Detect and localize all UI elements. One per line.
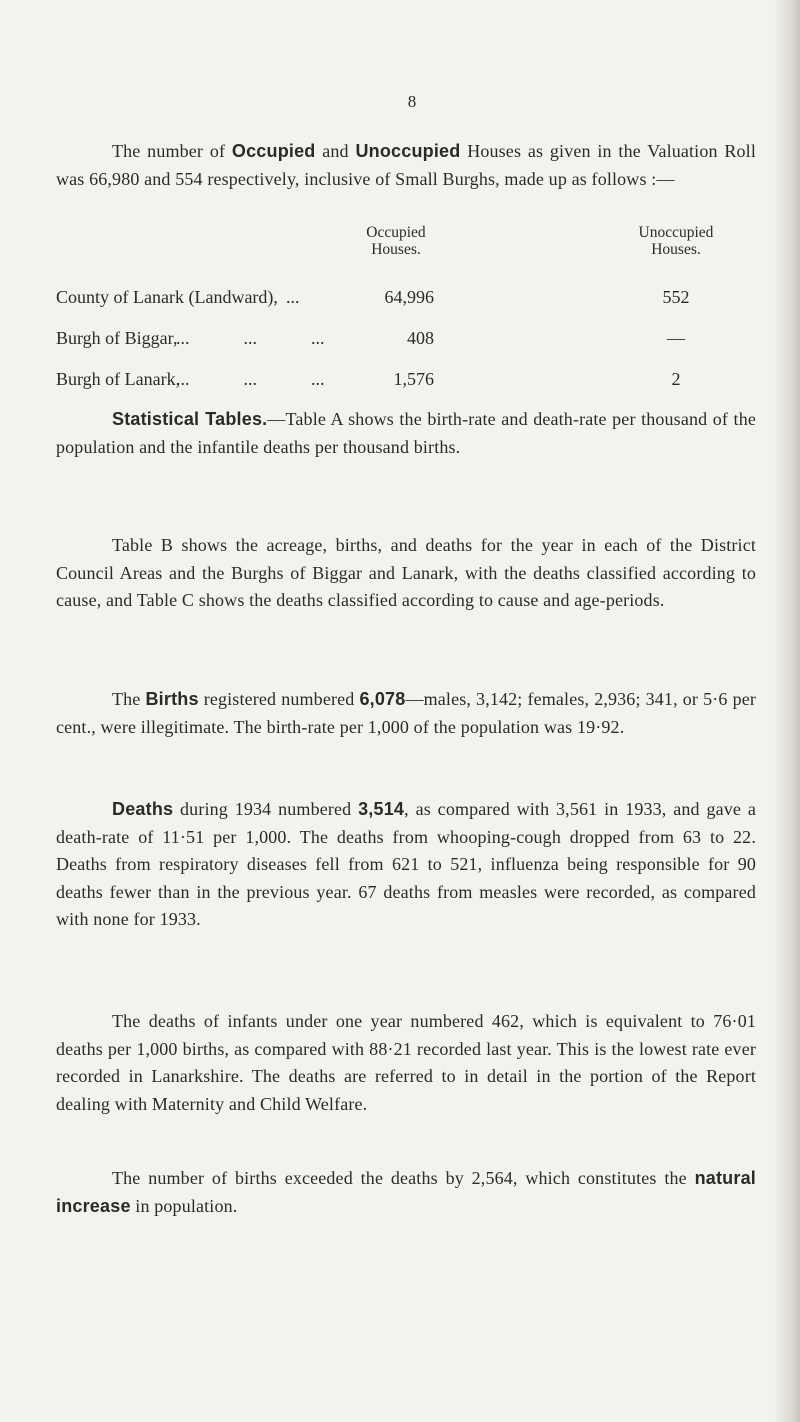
intro-paragraph	[56, 138, 756, 193]
row-unoccupied-value: —	[667, 328, 685, 348]
row-unoccupied-value: 552	[662, 287, 690, 307]
table-b-paragraph	[56, 532, 756, 615]
table-row	[56, 287, 756, 311]
unoccupied-keyword: Unoccupied	[355, 141, 461, 161]
statistical-tables-heading: Statistical Tables.	[112, 409, 268, 429]
natural-increase-text-1: The number of births exceeded the deaths by 2,564, which constitutes the	[112, 1168, 695, 1188]
row-label: County of Lanark (Landward),	[56, 287, 278, 307]
row-leader: ... ... ...	[176, 369, 325, 389]
row-label: Burgh of Biggar,	[56, 328, 178, 348]
page-edge-shadow	[774, 0, 800, 1422]
table-row	[56, 328, 756, 352]
deaths-number: 3,514	[358, 799, 405, 819]
occupied-houses-header	[336, 224, 456, 258]
occupied-header-line2: Houses.	[371, 241, 421, 258]
births-paragraph	[56, 686, 756, 741]
births-heading: Births	[145, 689, 199, 709]
occupied-header-line1: Occupied	[366, 224, 426, 241]
statistical-tables-paragraph	[56, 406, 756, 461]
occupied-keyword: Occupied	[231, 141, 316, 161]
deaths-paragraph	[56, 796, 756, 934]
deaths-text-2: , as compared with 3,561 in 1933, and gave a death-rate of 11·51 per 1,000. The deaths from whooping-cough dropped from 63 to 22. Deaths from respiratory diseases fell from 621 to 521, influenza being responsible for 90 deaths fewer than in the previous year. 67 deaths from measles were recorded, as compared with none for 1933.	[56, 799, 756, 929]
row-occupied-value: 408	[407, 328, 434, 348]
intro-text-1: The number of	[112, 141, 232, 161]
infant-deaths-paragraph	[56, 1008, 756, 1118]
intro-text-2: and	[315, 141, 356, 161]
unoccupied-header-line2: Houses.	[651, 241, 701, 258]
row-unoccupied-value: 2	[671, 369, 681, 389]
page-number: 8	[407, 92, 417, 111]
unoccupied-houses-header	[616, 224, 736, 258]
natural-increase-heading: natural increase	[56, 1168, 756, 1216]
row-occupied-value: 64,996	[384, 287, 434, 307]
row-leader: ... ... ...	[176, 328, 325, 348]
intro-text-3: Houses as given in the Valuation Roll was 66,980 and 554 respectively, inclusive of Small Burghs, made up as follows :—	[56, 141, 756, 189]
infant-deaths-text: The deaths of infants under one year numbered 462, which is equivalent to 76·01 deaths per 1,000 births, as compared with 88·21 recorded last year. This is the lowest rate ever recorded in Lanarkshire. The deaths are referred to in detail in the portion of the Report dealing with Maternity and Child Welfare.	[56, 1011, 756, 1114]
births-number: 6,078	[359, 689, 406, 709]
statistical-tables-text: —Table A shows the birth-rate and death-rate per thousand of the population and the infantile deaths per thousand births.	[56, 409, 756, 457]
deaths-heading: Deaths	[112, 799, 174, 819]
deaths-text-1: during 1934 numbered	[173, 799, 359, 819]
natural-increase-paragraph	[56, 1165, 756, 1220]
row-leader: ...	[286, 287, 300, 307]
unoccupied-header-line1: Unoccupied	[638, 224, 714, 241]
births-text-1: The	[112, 689, 146, 709]
births-text-3: —males, 3,142; females, 2,936; 341, or 5·6 per cent., were illegitimate. The birth-rate per 1,000 of the population was 19·92.	[56, 689, 756, 737]
houses-table	[56, 224, 756, 424]
births-text-2: registered numbered	[198, 689, 360, 709]
row-label: Burgh of Lanark,	[56, 369, 181, 389]
natural-increase-text-2: in population.	[130, 1195, 238, 1216]
row-occupied-value: 1,576	[393, 369, 434, 389]
table-b-text: Table B shows the acreage, births, and deaths for the year in each of the District Council Areas and the Burghs of Biggar and Lanark, with the deaths classified according to cause, and Table C shows the deaths classified according to cause and age-periods.	[56, 535, 756, 610]
table-row	[56, 369, 756, 393]
